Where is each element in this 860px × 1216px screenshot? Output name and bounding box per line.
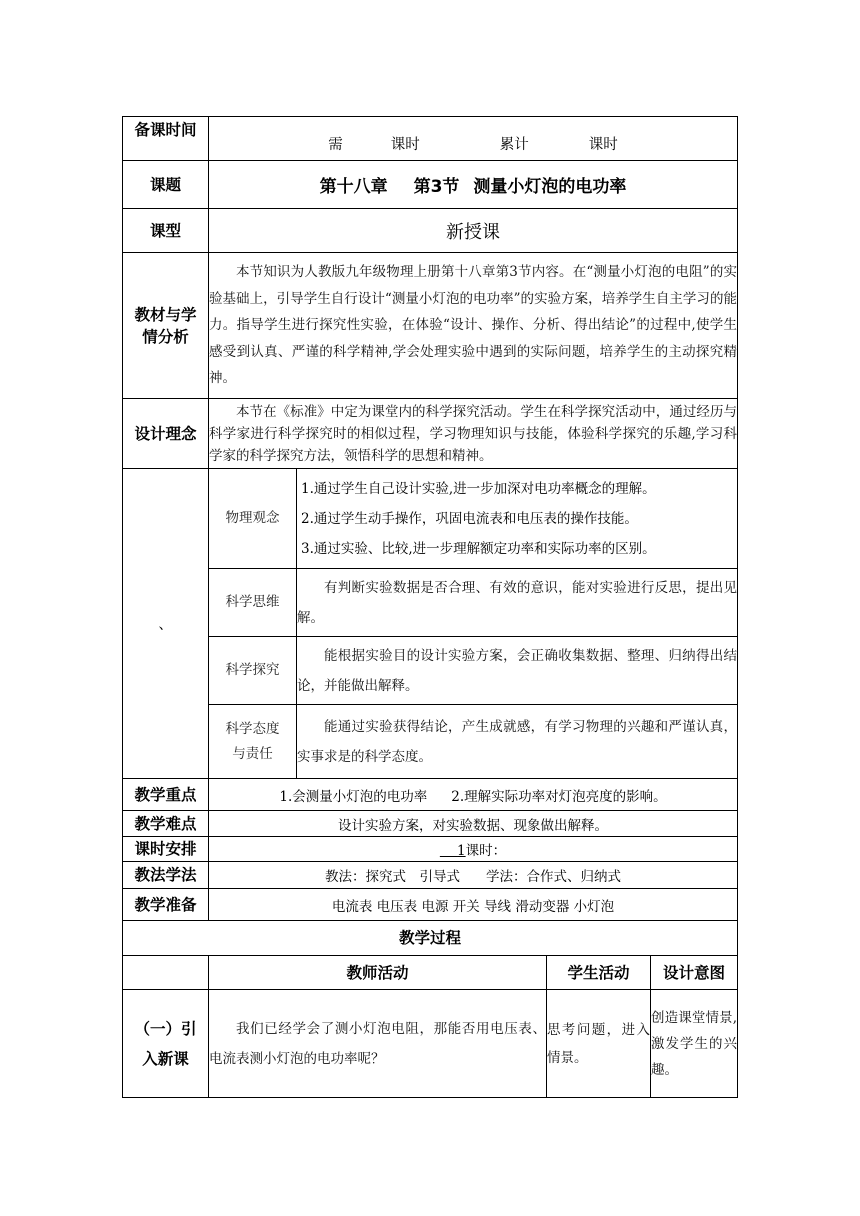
preparation-row — [123, 889, 738, 921]
col-teacher-header: 教师活动 — [209, 956, 547, 990]
analysis-row — [123, 253, 738, 399]
methods-learn: 学法：合作式、归纳式 — [486, 869, 621, 885]
objectives-mark: 、 — [123, 469, 209, 779]
objective-attitude-text: 能通过实验获得结论，产生成就感，有学习物理的兴趣和严谨认真，实事求是的科学态度。 — [297, 705, 738, 779]
prep-time-row — [123, 117, 738, 161]
schedule-count — [440, 843, 466, 859]
schedule-count-value: 1 — [457, 843, 466, 859]
difficulty-row — [123, 811, 738, 837]
methods-label: 教法学法 — [123, 862, 209, 889]
lesson-plan-table — [122, 116, 738, 1098]
process-header-empty — [123, 956, 209, 990]
process-row — [123, 990, 738, 1098]
preparation-label: 教学准备 — [123, 889, 209, 921]
hours-needed-text: 需 — [328, 137, 343, 153]
schedule-row — [123, 837, 738, 862]
objective-thinking-text: 有判断实验数据是否合理、有效的意识，能对实验进行反思，提出见解。 — [297, 569, 738, 637]
objective-thinking-label: 科学思维 — [209, 569, 297, 637]
key-points-label: 教学重点 — [123, 779, 209, 811]
objective-physics-label: 物理观念 — [209, 469, 297, 569]
analysis-label-line1: 教材与学 — [134, 305, 197, 324]
cumulative-text: 累计 — [499, 137, 529, 153]
topic-section: 第3节 — [413, 177, 460, 197]
design-text: 本节在《标准》中定为课堂内的科学探究活动。学生在科学探究活动中，通过经历与科学家进行科学探究时的相似过程，学习物理知识与技能，体验科学探究的乐趣,学习科学家的科学探究方法，领悟科学的思想和精神。 — [209, 399, 738, 469]
objective-physics-item: 3.通过实验、比较,进一步理解额定功率和实际功率的区别。 — [301, 540, 656, 557]
objective-attitude-row — [123, 705, 738, 779]
lesson-type-row — [123, 209, 738, 253]
analysis-label-line2: 情分析 — [142, 327, 189, 346]
objective-physics-item: 2.通过学生动手操作，巩固电流表和电压表的操作技能。 — [301, 510, 638, 527]
difficulty-label: 教学难点 — [123, 811, 209, 837]
objective-attitude-label — [209, 705, 297, 779]
difficulty-text: 设计实验方案，对实验数据、现象做出解释。 — [209, 811, 738, 837]
schedule-label: 课时安排 — [123, 837, 209, 862]
schedule-unit: 课时： — [465, 843, 507, 859]
methods-text — [209, 862, 738, 889]
topic-label: 课题 — [123, 161, 209, 209]
objective-physics-list — [297, 469, 738, 569]
process-header-row — [123, 956, 738, 990]
key-point-1: 1.会测量小灯泡的电功率 — [279, 788, 428, 805]
analysis-label — [123, 253, 209, 399]
design-intent: 创造课堂情景,激发学生的兴趣。 — [651, 990, 738, 1098]
objective-attitude-label-line1: 科学态度 — [225, 720, 280, 737]
objective-thinking-row — [123, 569, 738, 637]
topic-title — [209, 161, 738, 209]
key-point-2: 2.理解实际功率对灯泡亮度的影响。 — [451, 788, 667, 805]
prep-time-label: 备课时间 — [123, 117, 209, 161]
schedule-text — [209, 837, 738, 862]
analysis-text: 本节知识为人教版九年级物理上册第十八章第3节内容。在“测量小灯泡的电阻”的实验基础上，引导学生自行设计“测量小灯泡的电功率”的实验方案，培养学生自主学习的能力。指导学生进行探究性实验，在体验“设计、操作、分析、得出结论”的过程中,使学生感受到认真、严谨的科学精神,学会处理实验中遇到的实际问题，培养学生的主动探究精神。 — [209, 253, 738, 399]
design-row — [123, 399, 738, 469]
col-student-header: 学生活动 — [547, 956, 651, 990]
objective-physics-item: 1.通过学生自己设计实验,进一步加深对电功率概念的理解。 — [301, 480, 656, 497]
topic-name: 测量小灯泡的电功率 — [473, 177, 627, 197]
cumulative-unit-text: 课时 — [588, 137, 618, 153]
key-points-row — [123, 779, 738, 811]
topic-row — [123, 161, 738, 209]
methods-teach: 教法：探究式 引导式 — [325, 869, 460, 885]
lesson-type-label: 课型 — [123, 209, 209, 253]
teacher-activity: 我们已经学会了测小灯泡电阻，那能否用电压表、电流表测小灯泡的电功率呢？ — [209, 990, 547, 1098]
objective-inquiry-row — [123, 637, 738, 705]
design-label: 设计理念 — [123, 399, 209, 469]
topic-chapter: 第十八章 — [319, 177, 388, 197]
objective-physics-row — [123, 469, 738, 569]
prep-time-value — [209, 117, 738, 161]
stage-label: （一）引入新课 — [123, 990, 209, 1098]
key-points-text — [209, 779, 738, 811]
hours-unit-text: 课时 — [390, 137, 420, 153]
methods-row — [123, 862, 738, 889]
col-intent-header: 设计意图 — [651, 956, 738, 990]
objective-attitude-label-line2: 与责任 — [232, 745, 273, 762]
objective-inquiry-label: 科学探究 — [209, 637, 297, 705]
objective-inquiry-text: 能根据实验目的设计实验方案，会正确收集数据、整理、归纳得出结论，并能做出解释。 — [297, 637, 738, 705]
process-title: 教学过程 — [123, 921, 738, 956]
lesson-type-value: 新授课 — [209, 209, 738, 253]
process-title-row — [123, 921, 738, 956]
student-activity: 思考问题，进入情景。 — [547, 990, 651, 1098]
preparation-text: 电流表 电压表 电源 开关 导线 滑动变器 小灯泡 — [209, 889, 738, 921]
